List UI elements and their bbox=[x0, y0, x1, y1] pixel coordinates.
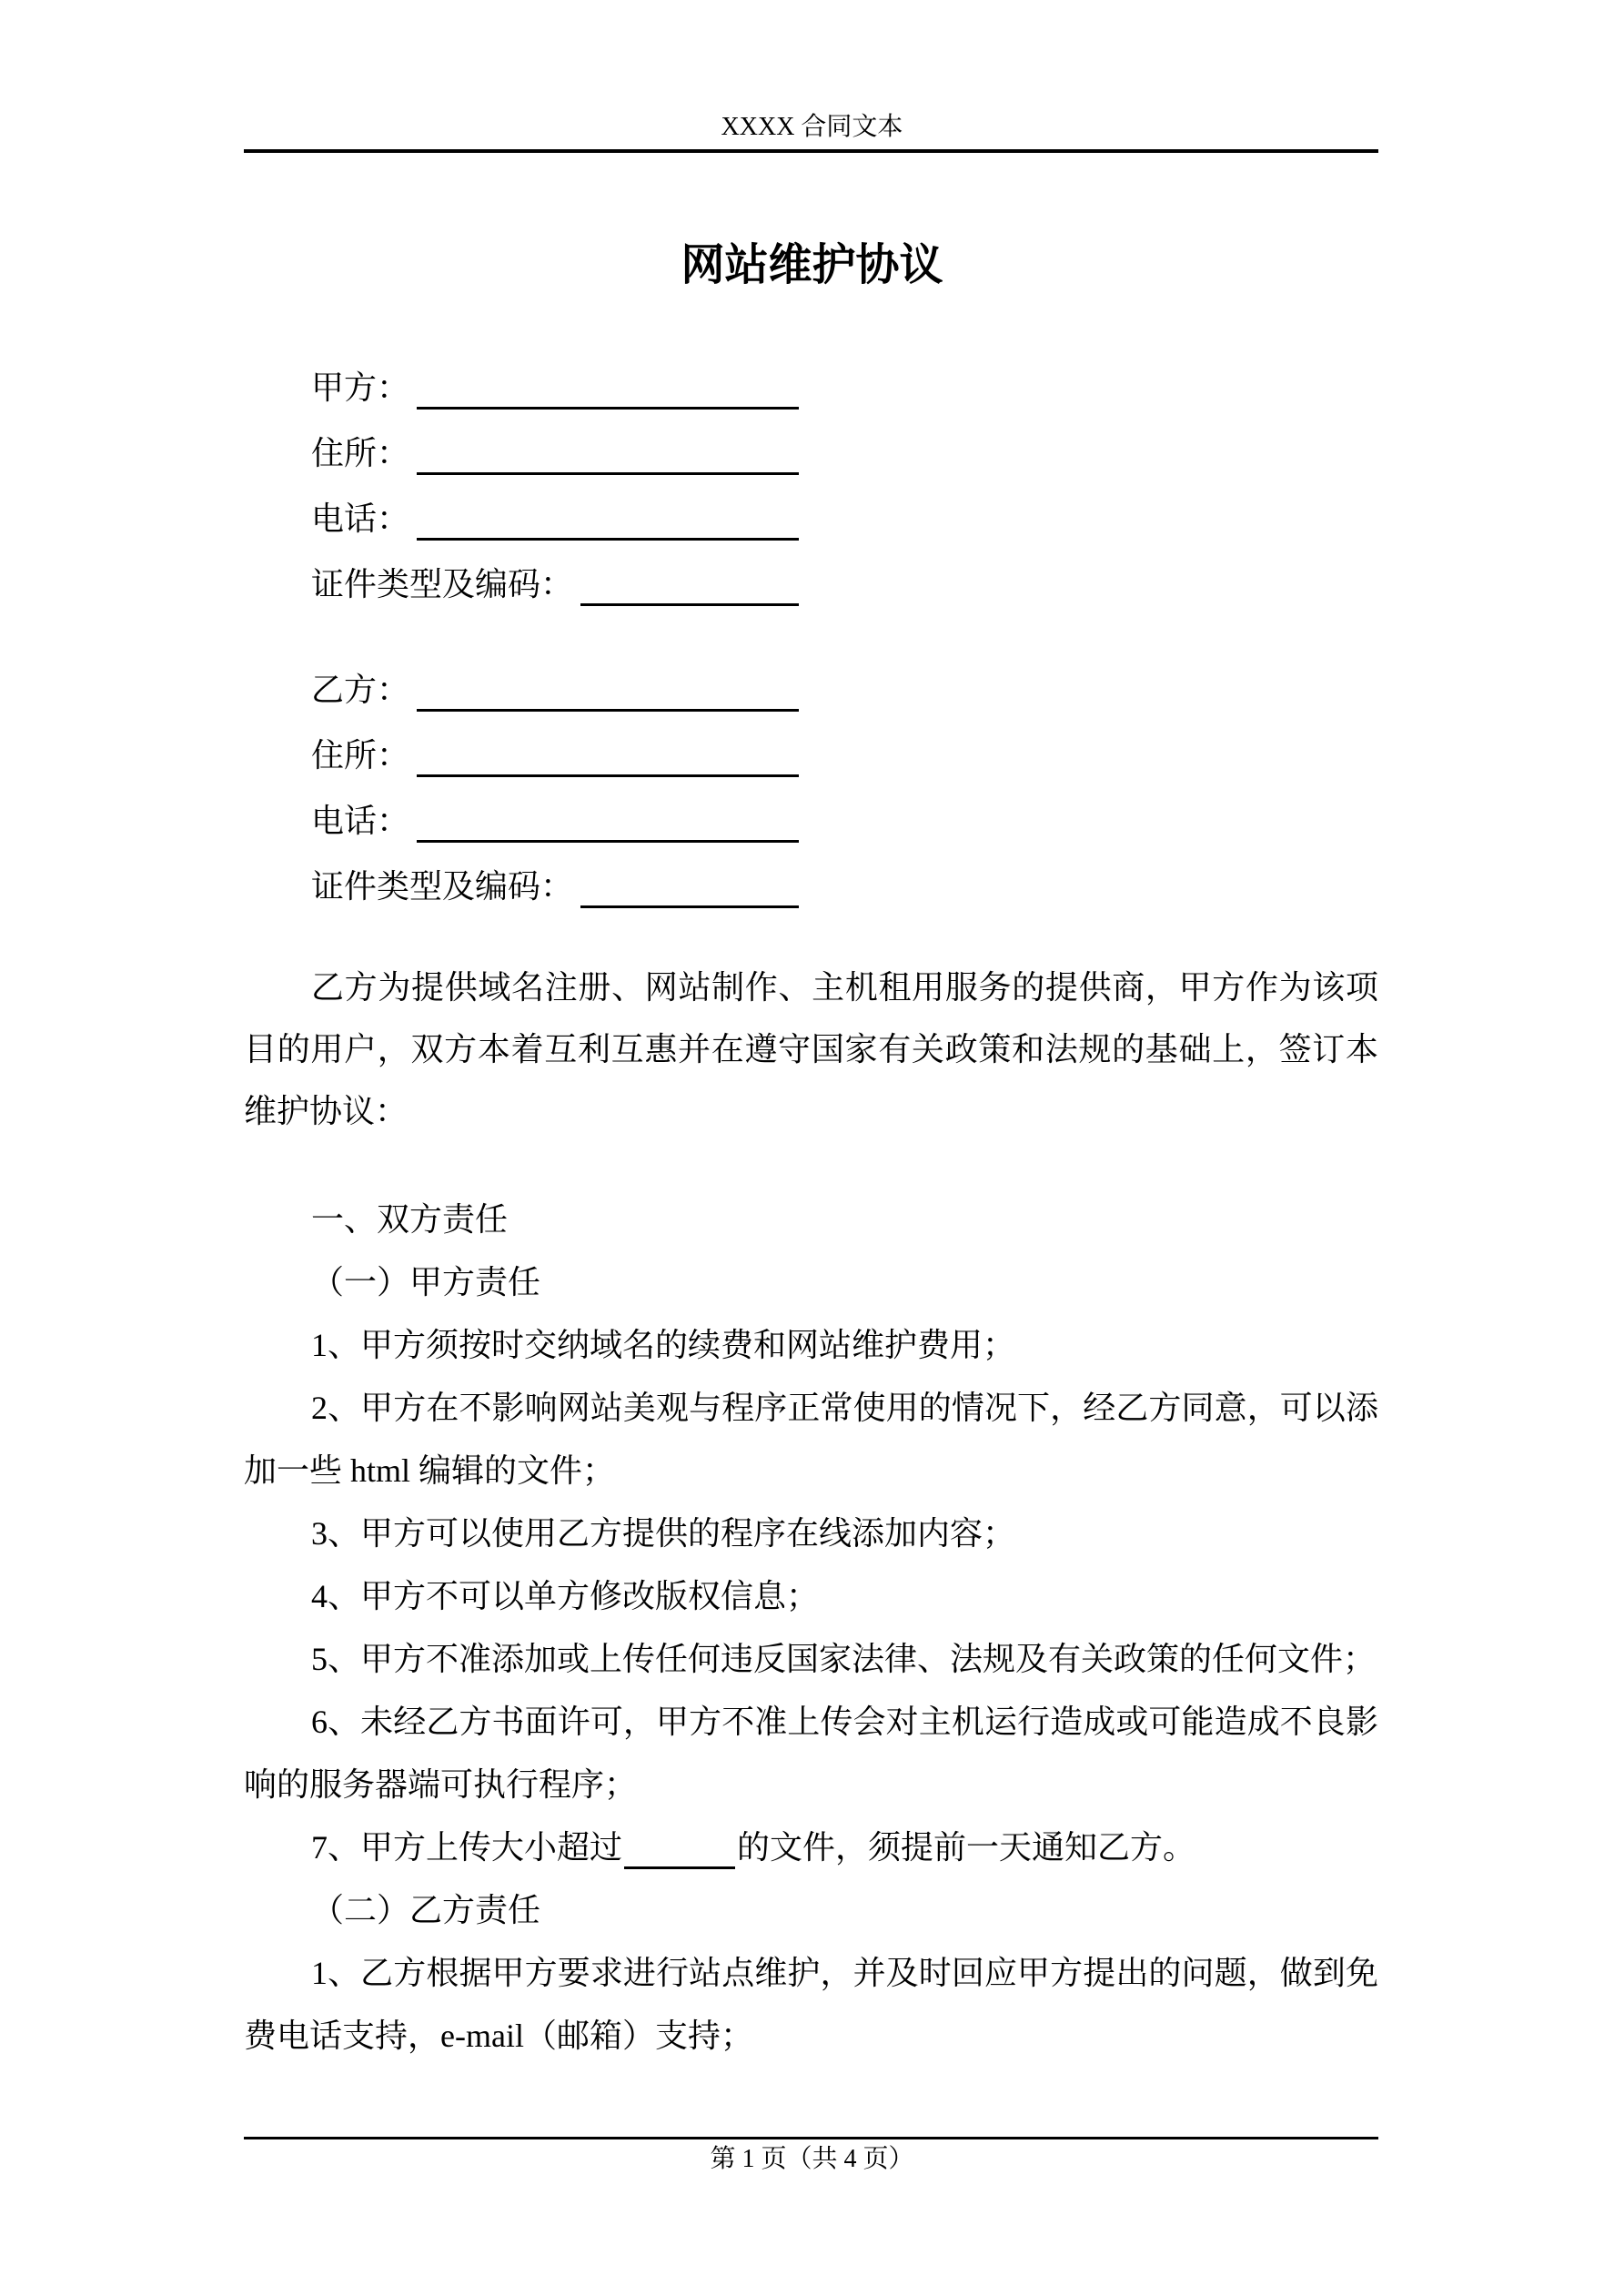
party-a-phone-label: 电话： bbox=[311, 501, 410, 537]
party-a-duty-item-7 bbox=[244, 1816, 1378, 1879]
section-1-1-heading: （一）甲方责任 bbox=[311, 1264, 541, 1300]
party-b-name-blank bbox=[417, 709, 799, 712]
section-1-2-heading: （二）乙方责任 bbox=[311, 1892, 541, 1928]
page-number-indicator: 第 1 页（共 4 页） bbox=[710, 2145, 914, 2173]
party-b-id-label: 证件类型及编码： bbox=[311, 868, 574, 905]
document-title: 网站维护协议 bbox=[681, 241, 943, 289]
item-7-suffix: 的文件，须提前一天通知乙方。 bbox=[737, 1829, 1196, 1866]
party-b-id-row bbox=[244, 854, 1378, 919]
party-a-name-blank bbox=[417, 407, 799, 410]
party-a-duty-item-1: 1、甲方须按时交纳域名的续费和网站维护费用； bbox=[311, 1327, 1016, 1363]
party-a-duty-item-4: 4、甲方不可以单方修改版权信息； bbox=[311, 1578, 820, 1614]
party-a-id-blank bbox=[580, 603, 799, 606]
party-a-name-row bbox=[244, 355, 1378, 420]
party-b-info-block bbox=[244, 657, 1378, 919]
party-a-address-label: 住所： bbox=[311, 435, 410, 471]
party-a-phone-row bbox=[244, 486, 1378, 551]
party-a-duty-item-3: 3、甲方可以使用乙方提供的程序在线添加内容； bbox=[311, 1515, 1016, 1552]
party-a-id-label: 证件类型及编码： bbox=[311, 566, 574, 602]
section-1-heading: 一、双方责任 bbox=[311, 1201, 509, 1238]
party-a-name-label: 甲方： bbox=[311, 369, 410, 406]
party-a-address-row bbox=[244, 420, 1378, 486]
party-b-name-row bbox=[244, 657, 1378, 723]
footer-divider-rule bbox=[244, 2137, 1378, 2139]
responsibilities-section bbox=[244, 1188, 1378, 2068]
item-7-prefix: 7、甲方上传大小超过 bbox=[311, 1829, 623, 1866]
party-b-phone-blank bbox=[417, 840, 799, 843]
party-b-address-row bbox=[244, 723, 1378, 788]
party-a-id-row bbox=[244, 551, 1378, 617]
page-header-doc-type: XXXX 合同文本 bbox=[721, 113, 903, 141]
party-a-duty-item-2: 2、甲方在不影响网站美观与程序正常使用的情况下，经乙方同意，可以添加一些 html 编辑的文件； bbox=[244, 1390, 1378, 1489]
party-b-phone-label: 电话： bbox=[311, 803, 410, 839]
party-b-address-label: 住所： bbox=[311, 737, 410, 774]
party-a-address-blank bbox=[417, 472, 799, 475]
party-a-duty-item-6: 6、未经乙方书面许可，甲方不准上传会对主机运行造成或可能造成不良影响的服务器端可执行程序； bbox=[244, 1704, 1378, 1803]
party-b-name-label: 乙方： bbox=[311, 672, 410, 708]
party-a-duty-item-5: 5、甲方不准添加或上传任何违反国家法律、法规及有关政策的任何文件； bbox=[311, 1641, 1377, 1677]
party-b-phone-row bbox=[244, 788, 1378, 854]
header-divider-rule bbox=[244, 149, 1378, 153]
party-a-phone-blank bbox=[417, 538, 799, 541]
item-7-size-blank bbox=[624, 1866, 735, 1869]
intro-paragraph: 乙方为提供域名注册、网站制作、主机租用服务的提供商，甲方作为该项目的用户，双方本着互利互惠并在遵守国家有关政策和法规的基础上，签订本维护协议： bbox=[244, 969, 1378, 1129]
party-a-info-block bbox=[244, 355, 1378, 617]
party-b-address-blank bbox=[417, 774, 799, 777]
party-b-id-blank bbox=[580, 905, 799, 908]
party-b-duty-item-1: 1、乙方根据甲方要求进行站点维护，并及时回应甲方提出的问题，做到免费电话支持，e-mail（邮箱）支持； bbox=[244, 1955, 1378, 2054]
